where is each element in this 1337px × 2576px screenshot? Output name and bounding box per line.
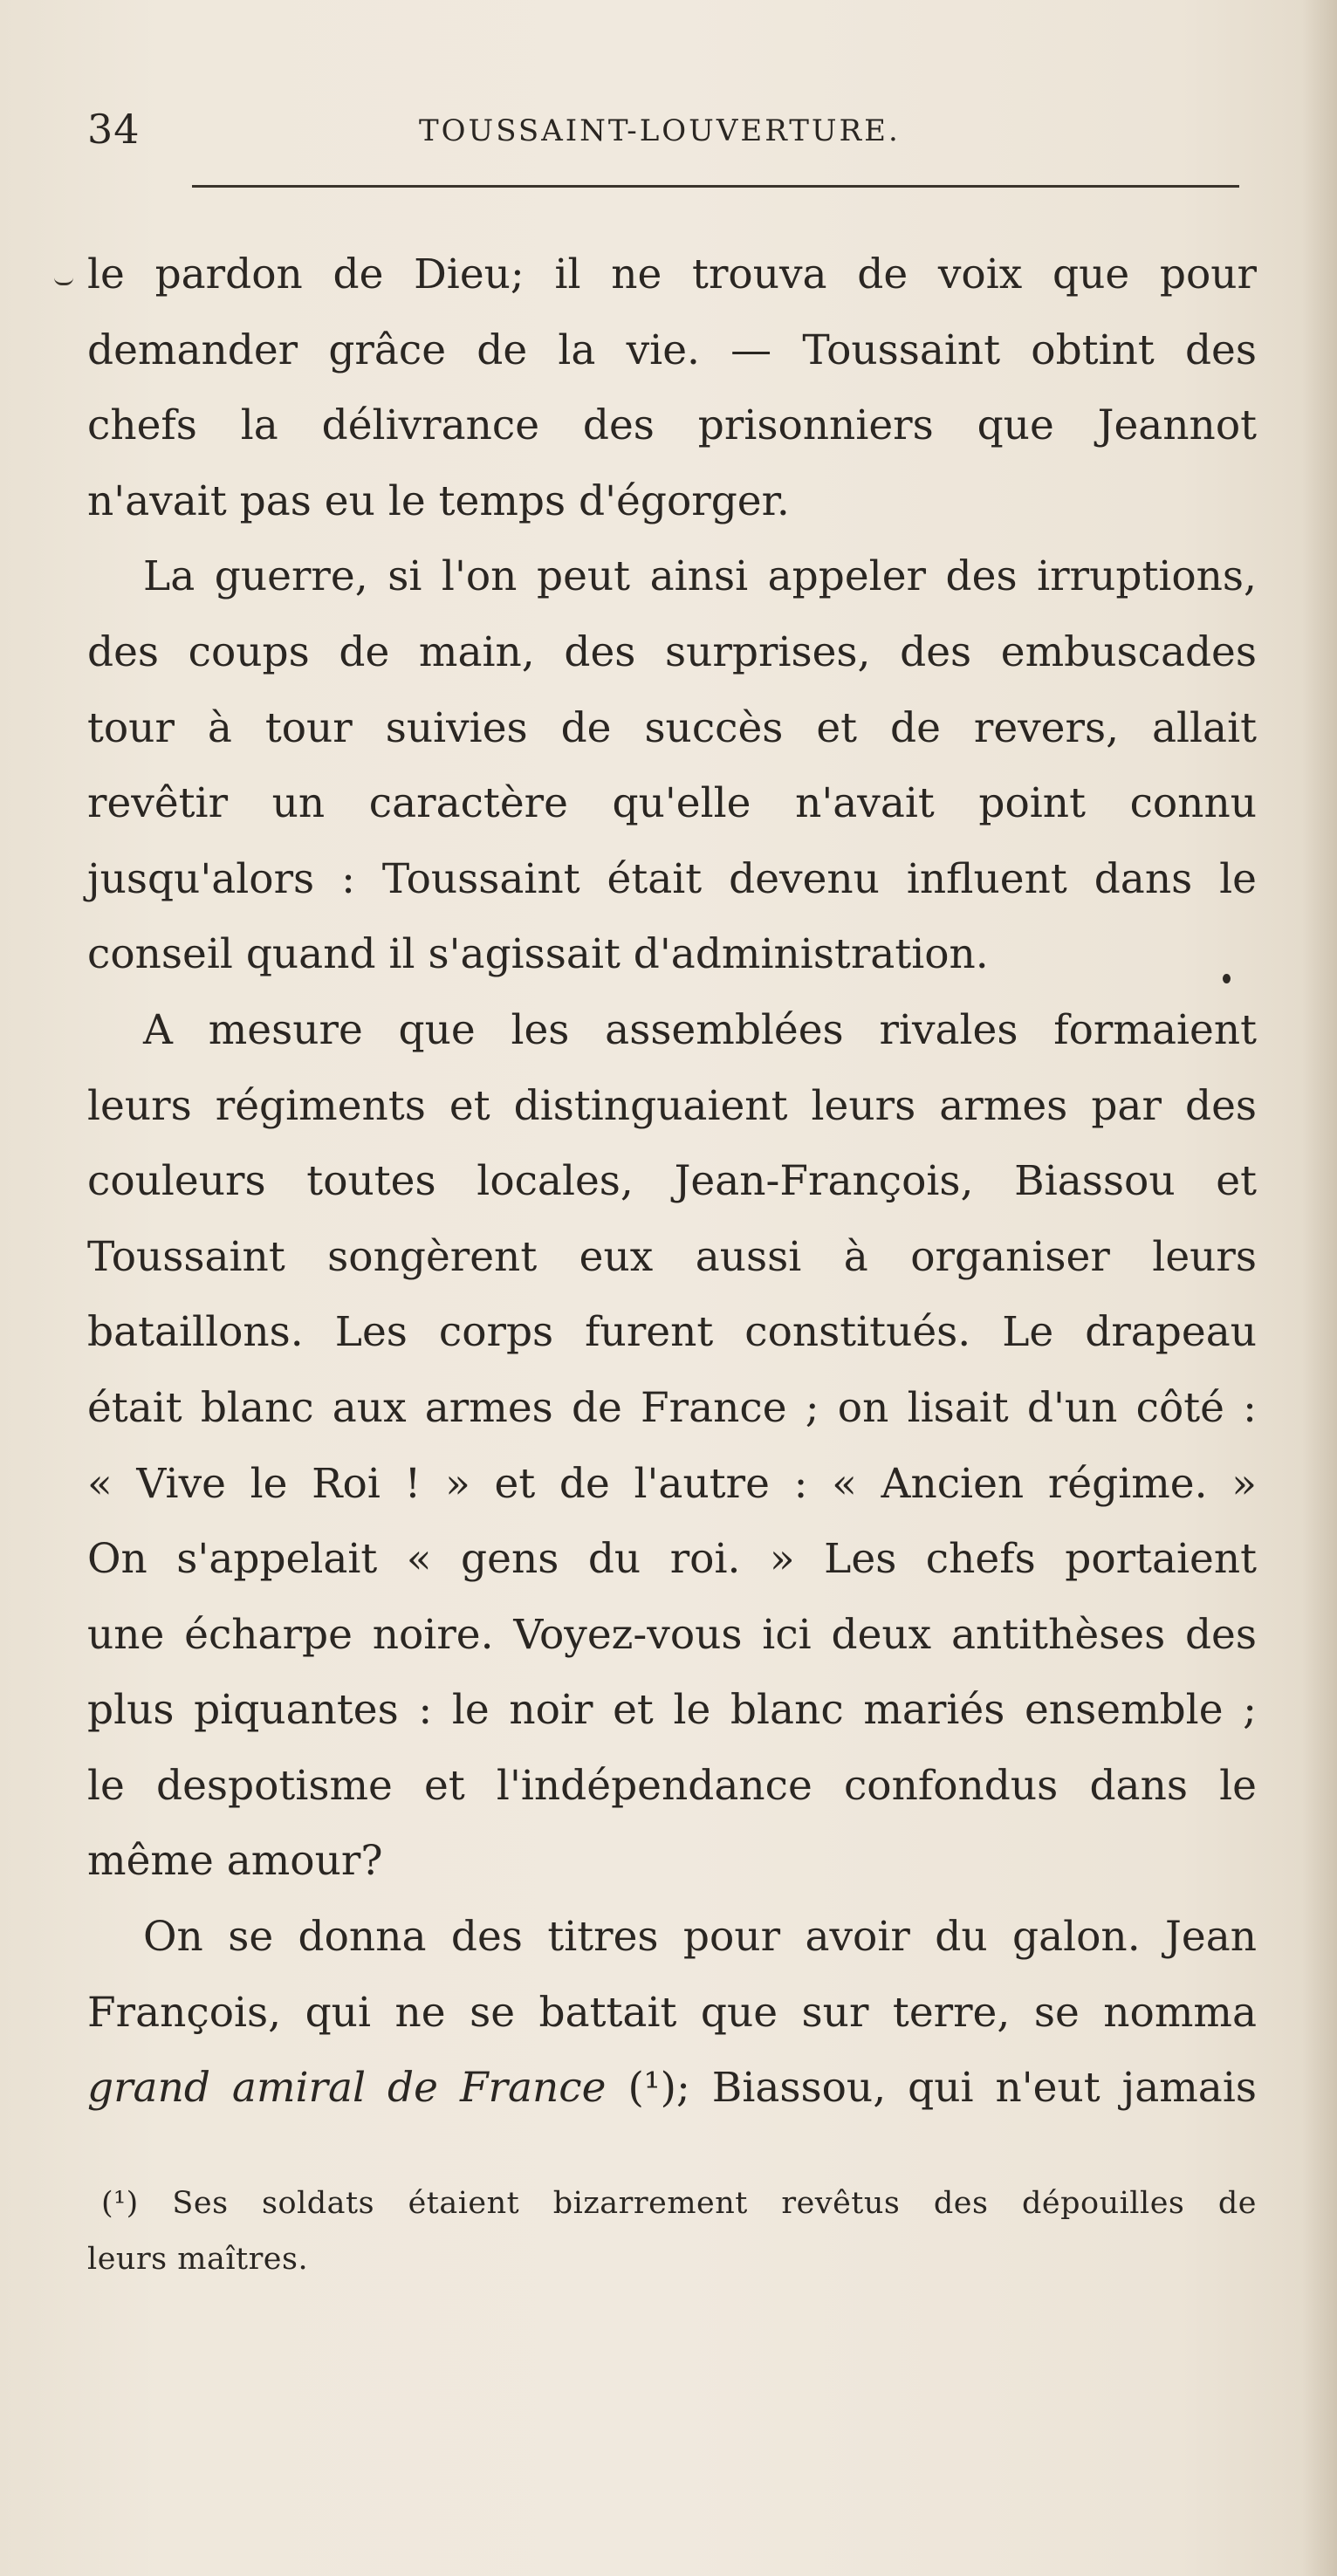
text-line: même amour? <box>87 1837 383 1886</box>
running-head <box>87 103 1248 155</box>
text-line: François, qui ne se battait que sur terre, se nomma <box>87 1988 1257 2037</box>
text-line: A mesure que les assemblées rivales formaient <box>143 1005 1257 1054</box>
text-line: revêtir un caractère qu'elle n'avait point connu <box>87 779 1257 828</box>
text-line: « Vive le Roi ! » et de l'autre : « Ancien régime. » <box>87 1459 1257 1508</box>
text-line: Toussaint songèrent eux aussi à organiser leurs <box>87 1232 1257 1281</box>
footnote-reference: (¹) <box>627 2064 676 2113</box>
text-line: le despotisme et l'indépendance confondus dans le <box>87 1761 1257 1810</box>
italic-title: grand amiral de France <box>87 2064 607 2113</box>
text-line: conseil quand il s'agissait d'administration. <box>87 930 989 979</box>
footnote <box>87 2175 1257 2287</box>
text-line: était blanc aux armes de France ; on lisait d'un côté : <box>87 1383 1257 1432</box>
text-line-rest: ; Biassou, qui n'eut jamais <box>675 2064 1257 2113</box>
text-line: On s'appelait « gens du roi. » Les chefs portaient <box>87 1535 1257 1584</box>
text-line: des coups de main, des surprises, des embuscades <box>87 627 1257 676</box>
body-text <box>87 237 1257 2127</box>
page-edge-shadow <box>1302 0 1337 2576</box>
text-line: plus piquantes : le noir et le blanc mariés ensemble ; <box>87 1686 1257 1735</box>
text-line: leurs régiments et distinguaient leurs armes par des <box>87 1081 1257 1130</box>
header-rule <box>192 185 1239 188</box>
text-line: demander grâce de la vie. — Toussaint obtint des <box>87 325 1257 374</box>
footnote-text: Ses soldats étaient bizarrement revêtus des dépouilles de <box>172 2186 1257 2221</box>
ink-mark-icon <box>54 277 73 285</box>
text-line: chefs la délivrance des prisonniers que Jeannot <box>87 401 1257 450</box>
text-line: le pardon de Dieu; il ne trouva de voix que pour <box>87 250 1257 298</box>
text-line: tour à tour suivies de succès et de revers, allait <box>87 703 1257 752</box>
text-line: n'avait pas eu le temps d'égorger. <box>87 476 790 525</box>
text-line: jusqu'alors : Toussaint était devenu influent dans le <box>87 854 1257 903</box>
text-line: La guerre, si l'on peut ainsi appeler des irruptions, <box>143 552 1257 601</box>
footnote-line: leurs maîtres. <box>87 2242 309 2277</box>
running-title: TOUSSAINT-LOUVERTURE. <box>419 113 901 148</box>
text-line: On se donna des titres pour avoir du galon. Jean <box>143 1913 1257 1962</box>
footnote-line <box>101 2175 1257 2231</box>
text-line: bataillons. Les corps furent constitués. Le drapeau <box>87 1308 1257 1357</box>
text-line: une écharpe noire. Voyez-vous ici deux antithèses des <box>87 1610 1257 1659</box>
page-number: 34 <box>87 106 141 153</box>
text-line: couleurs toutes locales, Jean-François, Biassou et <box>87 1157 1257 1206</box>
text-line-last <box>87 2051 1257 2127</box>
footnote-marker: (¹) <box>101 2186 139 2221</box>
